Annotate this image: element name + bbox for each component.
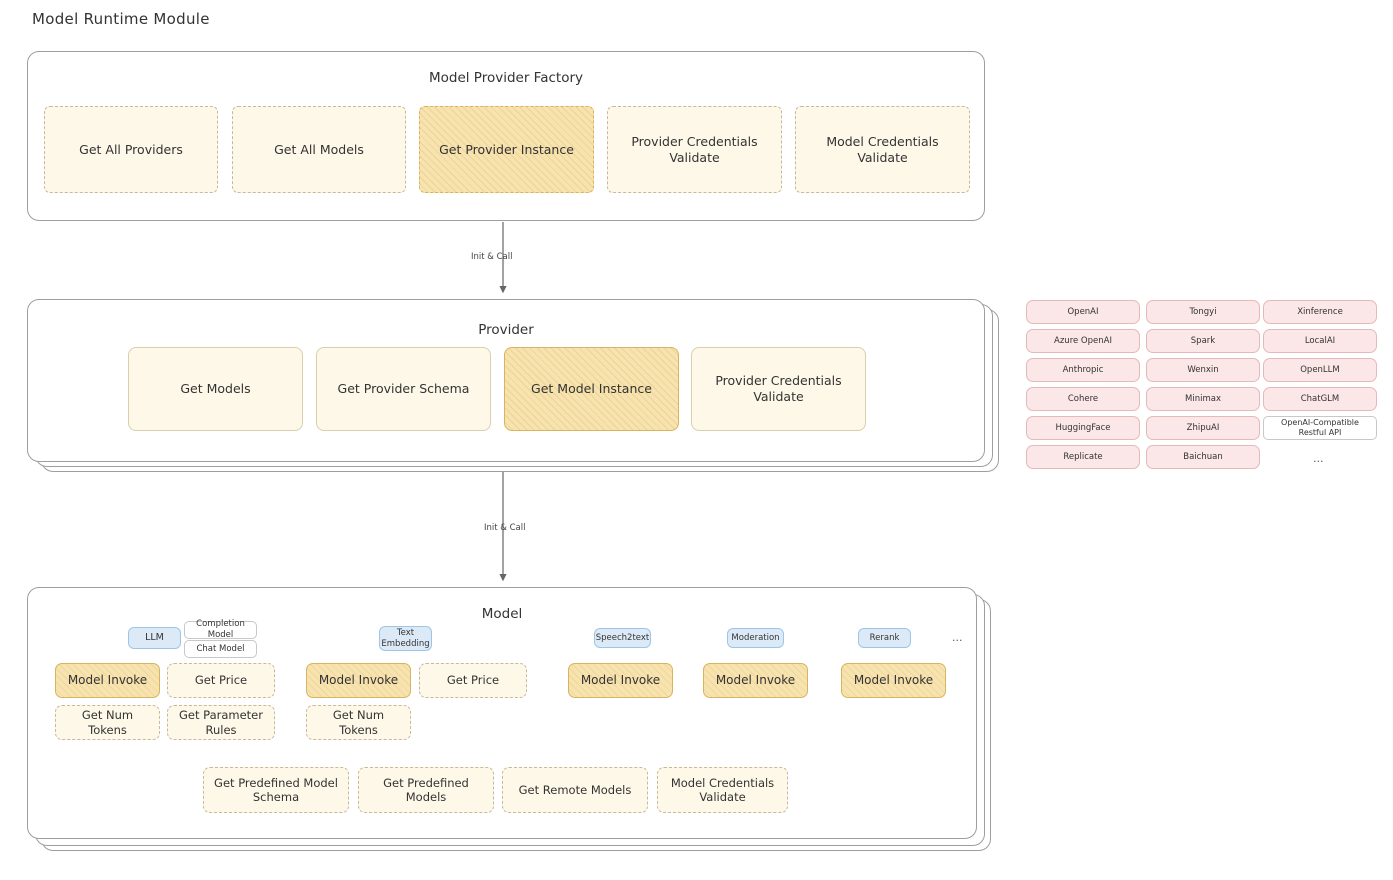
provider-chip-label: Replicate [1063,451,1103,462]
node-embedding-get-price[interactable] [419,663,527,698]
node-get-all-providers[interactable] [44,106,218,193]
node-label: Get Price [194,673,248,688]
model-type-llm[interactable] [128,627,181,649]
provider-chip-cohere[interactable] [1026,387,1140,411]
provider-chip-xinference[interactable] [1263,300,1377,324]
provider-chip-label: HuggingFace [1055,422,1111,433]
provider-chip-label: Cohere [1067,393,1099,404]
node-model-credentials-validate-2[interactable] [657,767,788,813]
node-embedding-model-invoke[interactable] [306,663,411,698]
node-label: Get Parameter Rules [179,708,263,737]
model-type-label: Completion Model [196,619,245,640]
model-type-label: Rerank [869,632,900,643]
model-type-label: Text Embedding [381,627,430,649]
model-type-label: Chat Model [196,643,245,654]
node-label: Model Invoke [318,673,399,687]
node-llm-get-price[interactable] [167,663,275,698]
provider-chip-label: Xinference [1297,306,1343,317]
node-label: Get Model Instance [531,381,652,397]
provider-chip-replicate[interactable] [1026,445,1140,469]
model-type-rerank[interactable] [858,628,911,648]
node-moderation-model-invoke[interactable] [703,663,808,698]
node-llm-get-parameter-rules[interactable] [167,705,275,740]
provider-chip-zhipuai[interactable] [1146,416,1260,440]
node-provider-credentials-validate[interactable] [607,106,782,193]
provider-chip-openai-compatible[interactable] [1263,416,1377,440]
node-get-predefined-models[interactable] [358,767,494,813]
node-rerank-model-invoke[interactable] [841,663,946,698]
node-get-model-instance[interactable] [504,347,679,431]
node-get-provider-schema[interactable] [316,347,491,431]
provider-chip-baichuan[interactable] [1146,445,1260,469]
model-type-speech2text[interactable] [594,628,651,648]
model-type-label: Speech2text [595,632,650,643]
provider-chip-label: Baichuan [1183,451,1223,462]
node-label: Get Provider Schema [337,381,470,397]
provider-chip-label: Spark [1190,335,1216,346]
provider-chip-label: ZhipuAI [1186,422,1220,433]
node-label: Model Invoke [580,673,661,687]
node-get-all-models[interactable] [232,106,406,193]
node-label: Get All Providers [79,141,183,157]
provider-chip-azure-openai[interactable] [1026,329,1140,353]
node-label: Get Models [180,381,251,397]
provider-chip-label: OpenAI-Compatible Restful API [1281,418,1359,437]
provider-chip-label: Minimax [1185,393,1221,404]
node-get-predefined-model-schema[interactable] [203,767,349,813]
model-type-text-embedding[interactable] [379,626,432,651]
node-provider-credentials-validate-2[interactable] [691,347,866,431]
page-title: Model Runtime Module [32,10,210,28]
provider-chip-anthropic[interactable] [1026,358,1140,382]
provider-chip-wenxin[interactable] [1146,358,1260,382]
model-type-label: Moderation [731,632,780,643]
node-label: Get Num Tokens [81,708,134,737]
node-embedding-get-num-tokens[interactable] [306,705,411,740]
model-label: Model [481,606,523,622]
node-get-provider-instance[interactable] [419,106,594,193]
model-type-chat-model[interactable] [184,640,257,658]
node-llm-get-num-tokens[interactable] [55,705,160,740]
provider-chip-label: OpenAI [1067,306,1099,317]
provider-chip-openllm[interactable] [1263,358,1377,382]
provider-chip-huggingface[interactable] [1026,416,1140,440]
provider-chip-label: Tongyi [1189,306,1217,317]
provider-chip-spark[interactable] [1146,329,1260,353]
provider-list-more: ... [1313,452,1324,465]
provider-label: Provider [478,322,534,338]
provider-chip-label: Azure OpenAI [1054,335,1112,346]
model-type-completion-model[interactable] [184,621,257,639]
node-label: Get Provider Instance [439,141,574,157]
node-llm-model-invoke[interactable] [55,663,160,698]
provider-chip-label: Anthropic [1062,364,1104,375]
node-label: Get Predefined Model Schema [214,775,338,804]
node-model-credentials-validate[interactable] [795,106,970,193]
provider-chip-openai[interactable] [1026,300,1140,324]
node-label: Model Credentials Validate [826,133,939,165]
node-label: Provider Credentials Validate [631,133,758,165]
model-type-more: ... [952,631,963,644]
node-label: Model Invoke [853,673,934,687]
model-provider-factory-label: Model Provider Factory [428,70,583,86]
model-type-label: LLM [145,632,164,644]
provider-chip-label: ChatGLM [1300,393,1340,404]
provider-chip-minimax[interactable] [1146,387,1260,411]
provider-chip-label: Wenxin [1187,364,1219,375]
model-type-moderation[interactable] [727,628,784,648]
arrow-label-init-call-1: Init & Call [471,252,513,262]
node-label: Model Invoke [715,673,796,687]
provider-chip-chatglm[interactable] [1263,387,1377,411]
node-label: Model Credentials Validate [670,775,775,804]
provider-chip-localai[interactable] [1263,329,1377,353]
node-label: Get Num Tokens [332,708,385,737]
arrow-label-init-call-2: Init & Call [484,523,526,533]
node-speech2text-model-invoke[interactable] [568,663,673,698]
node-label: Get Price [446,673,500,688]
node-label: Get Remote Models [518,782,632,797]
provider-chip-label: LocalAI [1304,335,1336,346]
node-label: Get All Models [274,141,364,157]
node-label: Get Predefined Models [383,775,469,804]
node-label: Model Invoke [67,673,148,687]
node-get-models[interactable] [128,347,303,431]
node-label: Provider Credentials Validate [715,373,842,404]
provider-chip-label: OpenLLM [1300,364,1340,375]
provider-chip-tongyi[interactable] [1146,300,1260,324]
node-get-remote-models[interactable] [502,767,648,813]
